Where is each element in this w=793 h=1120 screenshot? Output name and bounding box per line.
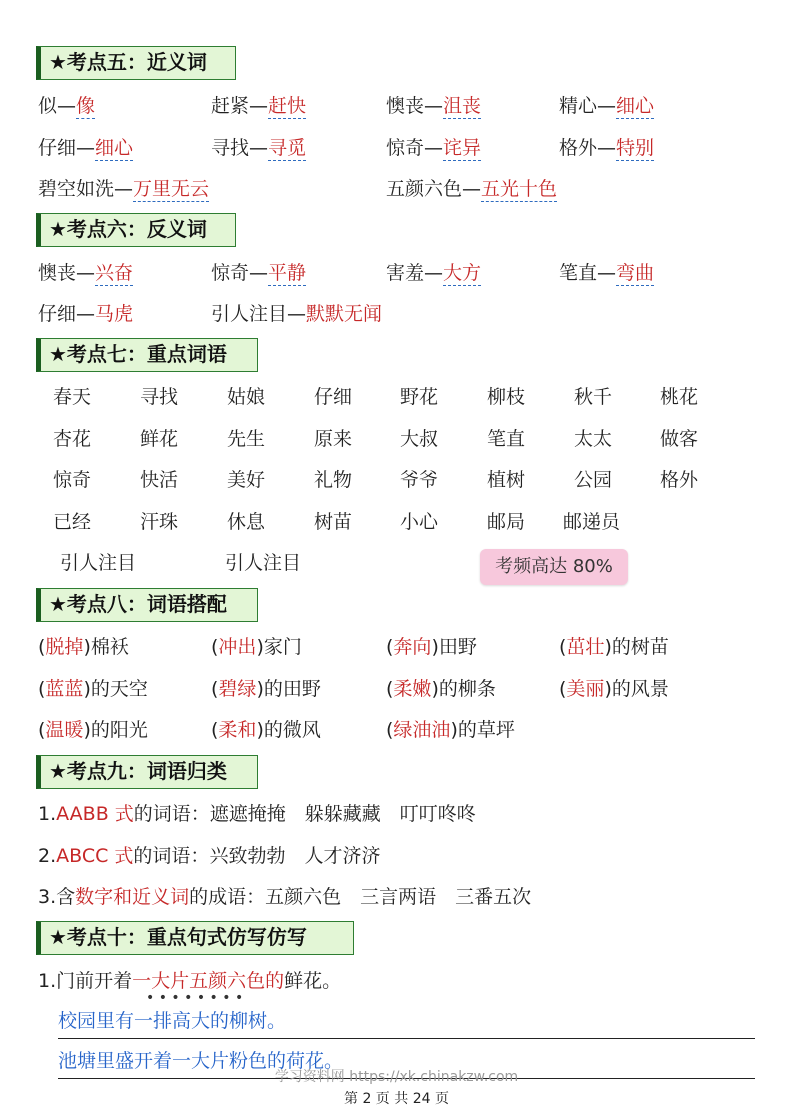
- answer: 特别: [616, 137, 655, 159]
- word: 精心—: [559, 95, 617, 117]
- key-word: 太太: [574, 428, 613, 450]
- key-word: 邮递员: [563, 511, 621, 533]
- page-number: 第 2 页 共 24 页: [344, 1091, 449, 1107]
- collocation-word: 温暖: [45, 719, 84, 741]
- classify-label: 的词语：: [133, 803, 210, 825]
- answer: 细心: [616, 95, 655, 117]
- classify-label: 的成语：: [189, 886, 266, 908]
- item-number: 3.含: [38, 886, 76, 908]
- key-word: 已经: [53, 511, 92, 533]
- collocation-target: 的微风: [263, 719, 321, 741]
- classify-line: [38, 800, 476, 828]
- sentence-suffix: 鲜花。: [284, 970, 342, 992]
- key-word: 鲜花: [140, 428, 179, 450]
- collocation-target: 的树苗: [611, 636, 669, 658]
- key-word: 引人注目: [60, 552, 137, 574]
- key-word: 姑娘: [227, 386, 266, 408]
- word: 赶紧—: [211, 95, 269, 117]
- classify-items: 五颜六色 三言两语 三番五次: [265, 886, 532, 908]
- classify-line: [38, 842, 380, 870]
- watermark: 学习资料网 https://xk.chinakzw.com: [274, 1069, 519, 1085]
- collocation-word: 碧绿: [218, 678, 257, 700]
- section-header-classification: ★考点九：词语归类: [36, 755, 258, 789]
- answer: 寻觅: [268, 137, 307, 159]
- section-header-key-words: ★考点七：重点词语: [36, 338, 258, 372]
- collocation-target: 家门: [263, 636, 302, 658]
- key-word: 笔直: [487, 428, 526, 450]
- key-word: 汗珠: [140, 511, 179, 533]
- key-word: 小心: [400, 511, 439, 533]
- sentence-highlight: 一大片五颜六色的: [132, 970, 285, 992]
- word: 懊丧—: [386, 95, 444, 117]
- key-word: 格外: [660, 469, 699, 491]
- answer: 五光十色: [481, 178, 558, 200]
- sentence-prefix: 1.门前开着: [38, 970, 133, 992]
- word: 害羞—: [386, 262, 444, 284]
- classify-items: 遮遮掩掩 躲躲藏藏 叮叮咚咚: [209, 803, 476, 825]
- classify-line: [38, 883, 531, 911]
- key-word: 休息: [227, 511, 266, 533]
- key-word: 树苗: [314, 511, 353, 533]
- word: 碧空如洗—: [38, 178, 134, 200]
- collocation-word: 柔和: [218, 719, 257, 741]
- section-header-sentence-patterns: ★考点十：重点句式仿写仿写: [36, 921, 354, 955]
- key-word: 爷爷: [400, 469, 439, 491]
- key-word: 仔细: [314, 386, 353, 408]
- key-word: 礼物: [314, 469, 353, 491]
- key-word: 桃花: [660, 386, 699, 408]
- key-word: 春天: [53, 386, 92, 408]
- answer: 兴奋: [95, 262, 134, 284]
- pattern-label: ABCC 式: [56, 845, 134, 867]
- word: 仔细—: [38, 303, 96, 325]
- key-word: 杏花: [53, 428, 92, 450]
- classify-label: 的词语：: [133, 845, 210, 867]
- answer: 诧异: [443, 137, 482, 159]
- answer: 细心: [95, 137, 134, 159]
- key-word: 野花: [400, 386, 439, 408]
- answer: 弯曲: [616, 262, 655, 284]
- pattern-label: AABB 式: [56, 803, 134, 825]
- collocation-target: 的风景: [611, 678, 669, 700]
- section-header-synonyms: ★考点五：近义词: [36, 46, 236, 80]
- key-word: 大叔: [400, 428, 439, 450]
- answer: 赶快: [268, 95, 307, 117]
- word: 懊丧—: [38, 262, 96, 284]
- collocation-word: 柔嫩: [393, 678, 432, 700]
- key-word: 公园: [574, 469, 613, 491]
- key-word: 引人注目: [225, 552, 302, 574]
- collocation-target: 的柳条: [438, 678, 496, 700]
- collocation-target: 的草坪: [457, 719, 515, 741]
- key-word: 原来: [314, 428, 353, 450]
- answer-line: 校园里有一排高大的柳树。: [58, 1004, 755, 1039]
- answer: 沮丧: [443, 95, 482, 117]
- answer: 默默无闻: [306, 303, 383, 325]
- pattern-label: 数字和近义词: [75, 886, 190, 908]
- answer: 马虎: [95, 303, 134, 325]
- key-word: 先生: [227, 428, 266, 450]
- key-word: 做客: [660, 428, 699, 450]
- key-word: 秋千: [574, 386, 613, 408]
- word: 惊奇—: [211, 262, 269, 284]
- collocation-target: 的田野: [263, 678, 321, 700]
- word: 五颜六色—: [386, 178, 482, 200]
- collocation-word: 茁壮: [566, 636, 605, 658]
- section-header-collocations: ★考点八：词语搭配: [36, 588, 258, 622]
- collocation-target: 田野: [438, 636, 477, 658]
- collocation-word: 奔向: [393, 636, 432, 658]
- answer-line: 池塘里盛开着一大片粉色的荷花。: [58, 1044, 755, 1079]
- answer: 大方: [443, 262, 482, 284]
- word: 引人注目—: [211, 303, 307, 325]
- collocation-word: 绿油油: [393, 719, 451, 741]
- key-word: 柳枝: [487, 386, 526, 408]
- word: 惊奇—: [386, 137, 444, 159]
- emphasis-dots: • • • • • • • •: [146, 990, 244, 1006]
- collocation-word: 蓝蓝: [45, 678, 84, 700]
- answer: 像: [76, 95, 96, 117]
- answer: 平静: [268, 262, 307, 284]
- key-word: 美好: [227, 469, 266, 491]
- word: 似—: [38, 95, 77, 117]
- key-word: 快活: [140, 469, 179, 491]
- word: 格外—: [559, 137, 617, 159]
- key-word: 惊奇: [53, 469, 92, 491]
- word: 仔细—: [38, 137, 96, 159]
- word: 笔直—: [559, 262, 617, 284]
- collocation-word: 美丽: [566, 678, 605, 700]
- key-word: 寻找: [140, 386, 179, 408]
- key-word: 植树: [487, 469, 526, 491]
- word: 寻找—: [211, 137, 269, 159]
- collocation-target: 的阳光: [90, 719, 148, 741]
- frequency-badge: 考频高达 80%: [480, 549, 628, 585]
- answer: 万里无云: [133, 178, 210, 200]
- item-number: 2.: [38, 845, 57, 867]
- collocation-target: 棉袄: [90, 636, 129, 658]
- collocation-word: 冲出: [218, 636, 257, 658]
- key-word: 邮局: [487, 511, 526, 533]
- collocation-word: 脱掉: [45, 636, 84, 658]
- collocation-target: 的天空: [90, 678, 148, 700]
- classify-items: 兴致勃勃 人才济济: [209, 845, 381, 867]
- section-header-antonyms: ★考点六：反义词: [36, 213, 236, 247]
- item-number: 1.: [38, 803, 57, 825]
